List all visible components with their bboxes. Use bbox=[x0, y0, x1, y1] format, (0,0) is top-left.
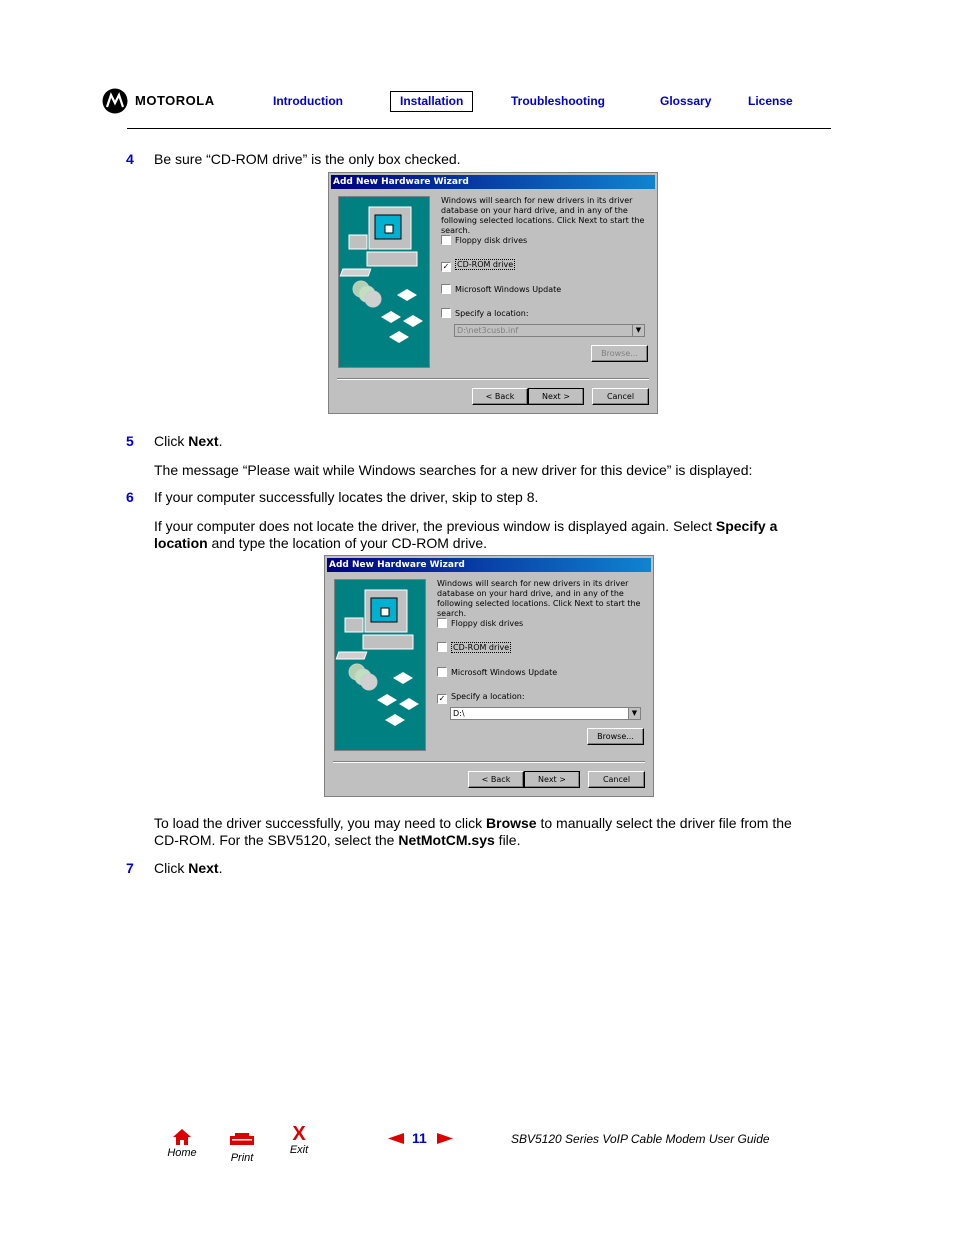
browse-button[interactable]: Browse... bbox=[587, 728, 644, 745]
back-button[interactable]: < Back bbox=[472, 388, 528, 405]
option-floppy[interactable]: Floppy disk drives bbox=[437, 618, 523, 630]
exit-link[interactable]: X Exit bbox=[286, 1124, 312, 1156]
step-text: Be sure “CD-ROM drive” is the only box checked. bbox=[154, 151, 461, 167]
nav-license[interactable]: License bbox=[748, 94, 793, 108]
nav-glossary[interactable]: Glossary bbox=[660, 94, 712, 108]
nav-troubleshooting[interactable]: Troubleshooting bbox=[511, 94, 605, 108]
motorola-logo-icon bbox=[102, 88, 128, 114]
location-combo[interactable]: D:\net3cusb.inf ▼ bbox=[454, 324, 645, 337]
option-specify-location[interactable]: ✓ Specify a location: bbox=[438, 692, 525, 703]
step-text: Click Next. bbox=[154, 433, 223, 449]
option-floppy[interactable]: Floppy disk drives bbox=[441, 235, 527, 247]
dropdown-arrow-icon[interactable]: ▼ bbox=[632, 325, 644, 336]
page-number: 11 bbox=[412, 1130, 427, 1146]
checkbox-unchecked[interactable] bbox=[437, 642, 447, 652]
checkbox-checked-icon[interactable]: ✓ bbox=[438, 694, 446, 703]
print-link[interactable]: Print bbox=[226, 1133, 258, 1164]
option-cdrom[interactable]: ✓ CD-ROM drive bbox=[442, 260, 514, 271]
checkbox-unchecked[interactable] bbox=[441, 235, 451, 245]
checkbox-unchecked[interactable] bbox=[441, 308, 451, 318]
step-text: If your computer successfully locates the driver, skip to step 8. bbox=[154, 489, 539, 505]
back-button[interactable]: < Back bbox=[468, 771, 524, 788]
nav-introduction[interactable]: Introduction bbox=[273, 94, 343, 108]
option-windows-update[interactable]: Microsoft Windows Update bbox=[437, 667, 557, 679]
option-windows-update[interactable]: Microsoft Windows Update bbox=[441, 284, 561, 296]
step-number: 4 bbox=[126, 151, 134, 167]
checkbox-checked-icon[interactable]: ✓ bbox=[442, 262, 450, 271]
guide-title: SBV5120 Series VoIP Cable Modem User Guide bbox=[511, 1132, 770, 1146]
browse-button[interactable]: Browse... bbox=[591, 345, 648, 362]
browse-instruction: To load the driver successfully, you may need to click Browse to manually select the driver file from the CD-ROM. For the SBV5120, select the NetMotCM.sys file. bbox=[154, 815, 792, 848]
dialog-separator bbox=[333, 761, 645, 763]
option-specify-location[interactable]: Specify a location: bbox=[441, 308, 529, 320]
checkbox-unchecked[interactable] bbox=[441, 284, 451, 294]
next-button[interactable]: Next > bbox=[528, 388, 584, 405]
step-number: 6 bbox=[126, 489, 134, 505]
logo-wordmark: MOTOROLA bbox=[135, 93, 215, 108]
wizard-dialog-1 bbox=[328, 172, 658, 414]
dialog-separator bbox=[337, 378, 649, 380]
wizard-dialog-2 bbox=[324, 555, 654, 797]
dialog-intro-text: Windows will search for new drivers in its driver database on your hard drive, and in any of the following selected locations. Click Next to start the search. bbox=[441, 196, 645, 235]
cancel-button[interactable]: Cancel bbox=[588, 771, 645, 788]
next-page-icon[interactable] bbox=[437, 1133, 453, 1144]
header-rule bbox=[127, 128, 831, 129]
dialog-title: Add New Hardware Wizard bbox=[331, 175, 655, 189]
message-text: The message “Please wait while Windows searches for a new driver for this device” is displayed: bbox=[154, 462, 753, 478]
checkbox-unchecked[interactable] bbox=[437, 667, 447, 677]
home-link[interactable]: Home bbox=[165, 1128, 199, 1159]
option-cdrom[interactable]: CD-ROM drive bbox=[437, 642, 511, 654]
exit-icon: X bbox=[292, 1123, 306, 1145]
dialog-title: Add New Hardware Wizard bbox=[327, 558, 651, 572]
step-number: 5 bbox=[126, 433, 134, 449]
printer-icon bbox=[228, 1133, 256, 1147]
next-button[interactable]: Next > bbox=[524, 771, 580, 788]
dropdown-arrow-icon[interactable]: ▼ bbox=[628, 708, 640, 719]
step-text: Click Next. bbox=[154, 860, 223, 876]
cancel-button[interactable]: Cancel bbox=[592, 388, 649, 405]
home-icon bbox=[172, 1128, 192, 1146]
previous-page-icon[interactable] bbox=[388, 1133, 404, 1144]
nav-installation[interactable]: Installation bbox=[390, 91, 473, 112]
computer-illustration-icon bbox=[338, 196, 430, 368]
dialog-intro-text: Windows will search for new drivers in its driver database on your hard drive, and in any of the following selected locations. Click Next to start the search. bbox=[437, 579, 641, 618]
step-paragraph: If your computer does not locate the driver, the previous window is displayed again. Select Specify a location and type the location of your CD-ROM drive. bbox=[154, 518, 778, 551]
location-combo[interactable]: D:\ ▼ bbox=[450, 707, 641, 720]
computer-illustration-icon bbox=[334, 579, 426, 751]
step-number: 7 bbox=[126, 860, 134, 876]
checkbox-unchecked[interactable] bbox=[437, 618, 447, 628]
